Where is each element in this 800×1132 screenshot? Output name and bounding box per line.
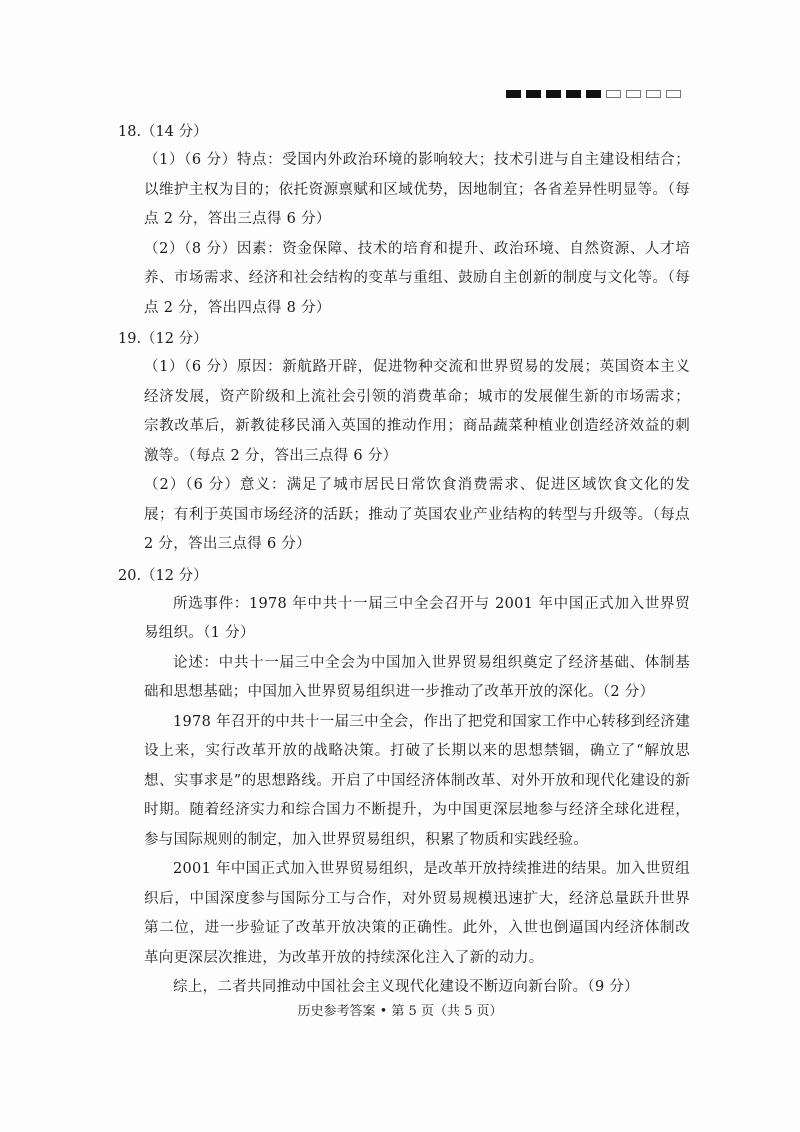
question-heading: 19.（12 分） — [118, 331, 208, 347]
question-heading: 18.（14 分） — [118, 124, 208, 140]
question-19 — [118, 325, 690, 560]
page-footer: 历史参考答案 • 第 5 页（共 5 页） — [297, 1004, 503, 1019]
answer-part-1: （1）（6 分）原因：新航路开辟，促进物种交流和世界贸易的发展；英国资本主义经济发展，资产阶级和上流社会引领的消费革命；城市的发展催生新的市场需求；宗教改革后，新教徒移民涌入英国的推动作用；商品蔬菜种植业创造经济效益的刺激等。（每点 2 分，答出三点得 6 分） — [144, 359, 690, 464]
argument-statement: 论述：中共十一届三中全会为中国加入世界贸易组织奠定了经济基础、体制基础和思想基础；中国加入世界贸易组织进一步推动了改革开放的深化。（2 分） — [144, 654, 690, 700]
answer-content — [118, 118, 690, 1003]
question-20 — [118, 562, 690, 1003]
argument-paragraph-2001: 2001 年中国正式加入世界贸易组织，是改革开放持续推进的结果。加入世贸组织后，中国深度参与国际分工与合作，对外贸易规模迅速扩大，经济总量跃升世界第二位，进一步验证了改革开放决策的正确性。此外，入世也倒逼国内经济体制改革向更深层次推进，为改革开放的持续深化注入了新的动力。 — [144, 861, 690, 966]
argument-paragraph-1978: 1978 年召开的中共十一届三中全会，作出了把党和国家工作中心转移到经济建设上来，实行改革开放的战略决策。打破了长期以来的思想禁锢，确立了“解放思想、实事求是”的思想路线。开启了中国经济体制改革、对外开放和现代化建设的新时期。随着经济实力和综合国力不断提升，为中国更深层地参与经济全球化进程，参与国际规则的制定，加入世界贸易组织，积累了物质和实践经验。 — [144, 713, 690, 848]
empty-mark — [666, 90, 681, 98]
question-answer-block — [144, 146, 690, 323]
empty-mark — [646, 90, 661, 98]
empty-mark — [606, 90, 621, 98]
question-answer-block — [144, 353, 690, 560]
filled-mark — [506, 90, 521, 98]
answer-part-1: （1）（6 分）特点：受国内外政治环境的影响较大；技术引进与自主建设相结合；以维护主权为目的；依托资源禀赋和区域优势，因地制宜；各省差异性明显等。（每点 2 分，答出三点得 6 分） — [144, 152, 690, 227]
filled-mark — [526, 90, 541, 98]
filled-mark — [566, 90, 581, 98]
answer-part-2: （2）（8 分）因素：资金保障、技术的培育和提升、政治环境、自然资源、人才培养、市场需求、经济和社会结构的变革与重组、鼓励自主创新的制度与文化等。（每点 2 分，答出四点得 8 分） — [144, 240, 690, 316]
filled-mark — [546, 90, 561, 98]
question-heading: 20.（12 分） — [118, 567, 208, 584]
selected-events: 所选事件：1978 年中共十一届三中全会召开与 2001 年中国正式加入世界贸易组织。（1 分） — [144, 595, 690, 641]
filled-mark — [586, 90, 601, 98]
question-answer-block — [144, 590, 690, 1003]
empty-mark — [626, 90, 641, 98]
conclusion: 综上，二者共同推动中国社会主义现代化建设不断迈向新台阶。（9 分） — [173, 979, 639, 995]
answer-part-2: （2）（6 分）意义：满足了城市居民日常饮食消费需求、促进区域饮食文化的发展；有利于英国市场经济的活跃；推动了英国农业产业结构的转型与升级等。（每点 2 分，答出三点得 6 分） — [144, 477, 690, 552]
page-position-marks — [506, 90, 681, 98]
question-18 — [118, 118, 690, 323]
